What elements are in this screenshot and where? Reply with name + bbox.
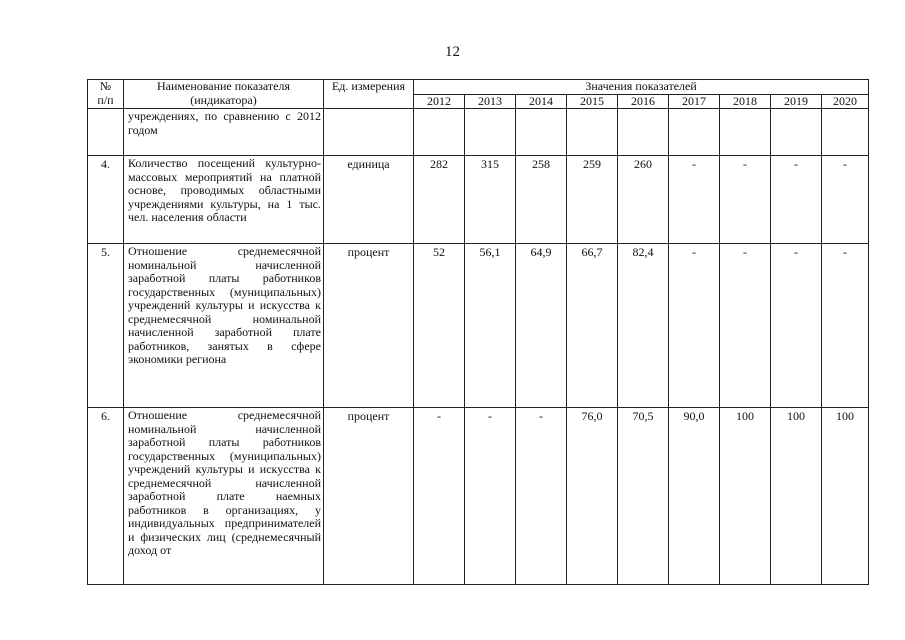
value-cell: 315 <box>465 156 516 244</box>
value-cell: 260 <box>618 156 669 244</box>
header-name-line2: (индикатора) <box>190 92 257 107</box>
indicator-unit: процент <box>324 408 414 585</box>
header-year: 2020 <box>822 94 869 109</box>
indicator-name: Отношение среднемесячной номинальной начисленной заработной платы работников государственных (муниципальных) учреждений культуры и искусства к среднемесячной номинальной начисленной заработной плате работников, занятых в сфере экономики региона <box>124 244 324 408</box>
row-num: 5. <box>88 244 124 408</box>
value-cell: 56,1 <box>465 244 516 408</box>
row-num <box>88 109 124 156</box>
table-row <box>88 408 869 585</box>
header-name-line1: Наименование показателя <box>157 79 290 93</box>
value-cell: - <box>414 408 465 585</box>
header-year: 2016 <box>618 94 669 109</box>
header-year: 2014 <box>516 94 567 109</box>
value-cell: - <box>720 244 771 408</box>
header-name <box>124 80 324 109</box>
header-year: 2018 <box>720 94 771 109</box>
page-number: 12 <box>445 44 460 60</box>
value-cell: - <box>771 156 822 244</box>
table-row <box>88 109 869 156</box>
table-row <box>88 244 869 408</box>
value-cell: 66,7 <box>567 244 618 408</box>
header-year: 2012 <box>414 94 465 109</box>
header-year: 2017 <box>669 94 720 109</box>
value-cell <box>771 109 822 156</box>
value-cell: 100 <box>771 408 822 585</box>
value-cell: 100 <box>822 408 869 585</box>
value-cell <box>720 109 771 156</box>
value-cell: 259 <box>567 156 618 244</box>
value-cell: 70,5 <box>618 408 669 585</box>
header-year: 2019 <box>771 94 822 109</box>
value-cell <box>669 109 720 156</box>
indicator-unit: процент <box>324 244 414 408</box>
value-cell: - <box>822 156 869 244</box>
indicator-name: Количество посещений культурно-массовых мероприятий на платной основе, проводимых областными учреждениями культуры, на 1 тыс. чел. населения области <box>124 156 324 244</box>
value-cell: 52 <box>414 244 465 408</box>
table-body <box>88 109 869 585</box>
value-cell <box>414 109 465 156</box>
value-cell: 82,4 <box>618 244 669 408</box>
value-cell <box>618 109 669 156</box>
table-header <box>88 80 869 109</box>
value-cell: - <box>669 244 720 408</box>
value-cell: 258 <box>516 156 567 244</box>
value-cell: - <box>669 156 720 244</box>
value-cell: - <box>822 244 869 408</box>
header-unit: Ед. измерения <box>324 80 414 109</box>
value-cell: - <box>465 408 516 585</box>
row-num: 6. <box>88 408 124 585</box>
header-num <box>88 80 124 109</box>
value-cell: 100 <box>720 408 771 585</box>
header-num-line1: № <box>99 79 112 93</box>
indicators-table <box>87 79 869 585</box>
value-cell: 282 <box>414 156 465 244</box>
header-year: 2015 <box>567 94 618 109</box>
indicator-name: Отношение среднемесячной номинальной начисленной заработной платы работников государственных (муниципальных) учреждений культуры и искусства к среднемесячной начисленной заработной плате наемных работников в организациях, у индивидуальных предпринимателей и физических лиц (среднемесячный доход от <box>124 408 324 585</box>
indicator-unit: единица <box>324 156 414 244</box>
value-cell: - <box>720 156 771 244</box>
value-cell <box>822 109 869 156</box>
value-cell <box>567 109 618 156</box>
header-values-group: Значения показателей <box>414 80 869 95</box>
table-row <box>88 156 869 244</box>
value-cell: 64,9 <box>516 244 567 408</box>
row-num: 4. <box>88 156 124 244</box>
value-cell <box>516 109 567 156</box>
value-cell: - <box>516 408 567 585</box>
value-cell: 76,0 <box>567 408 618 585</box>
value-cell <box>465 109 516 156</box>
header-num-line2: п/п <box>97 92 114 107</box>
value-cell: - <box>771 244 822 408</box>
indicator-name: учреждениях, по сравнению с 2012 годом <box>124 109 324 156</box>
header-year: 2013 <box>465 94 516 109</box>
indicator-unit <box>324 109 414 156</box>
value-cell: 90,0 <box>669 408 720 585</box>
